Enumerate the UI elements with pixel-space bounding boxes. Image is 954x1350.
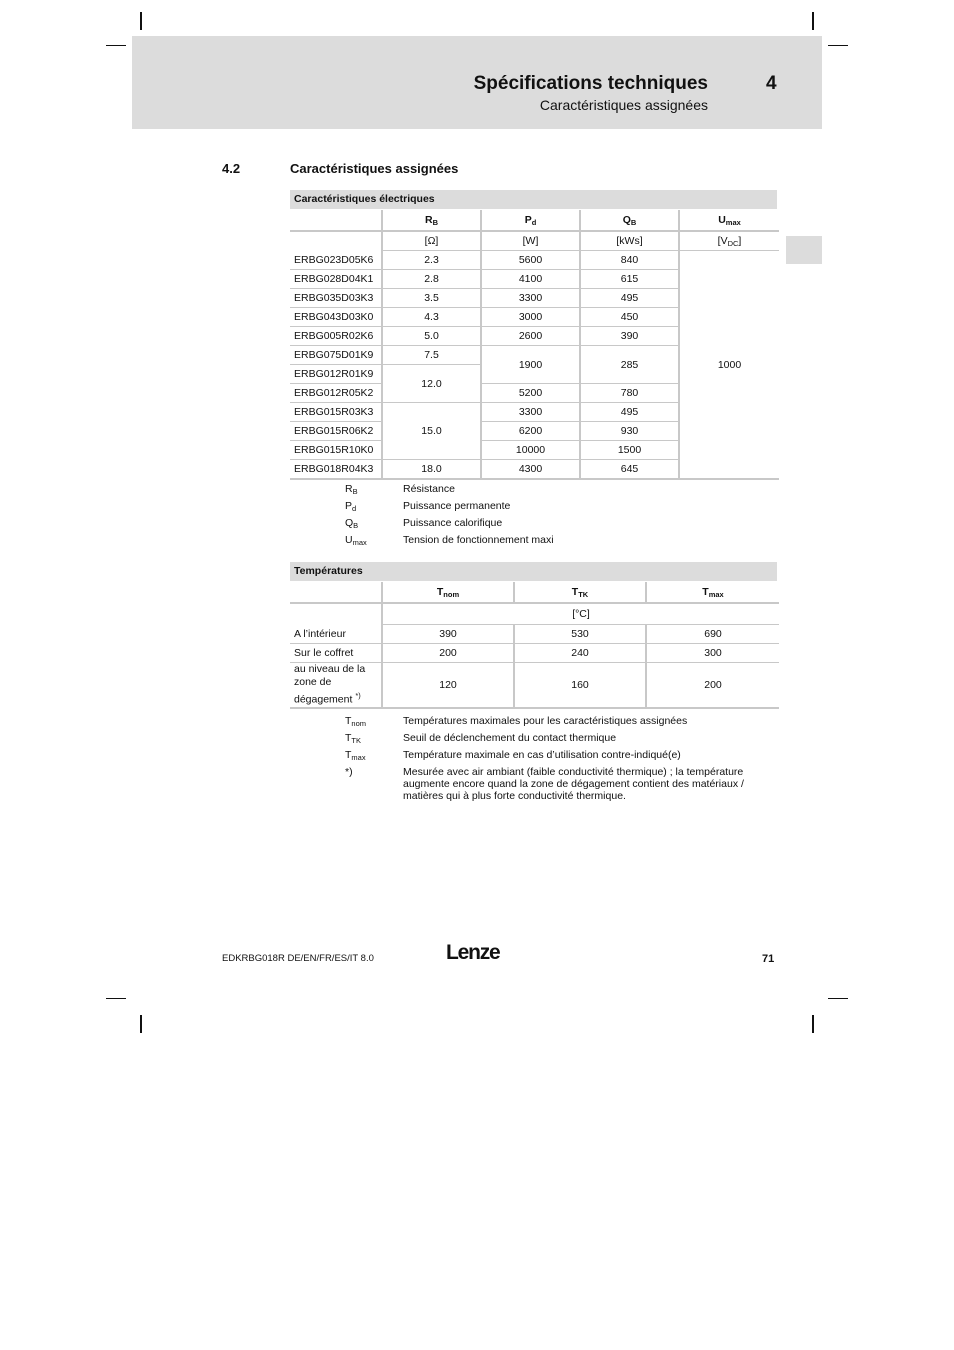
- model-cell: ERBG075D01K9: [290, 346, 382, 365]
- rb-cell: 18.0: [382, 460, 481, 480]
- rb-cell: 12.0: [382, 365, 481, 403]
- chapter-number: 4: [766, 73, 777, 94]
- crop-mark: [106, 45, 126, 46]
- unit-umax: $[V_{DC}]$: [679, 231, 779, 251]
- table-row: [290, 663, 779, 708]
- col-header-rb: $R_B$: [382, 210, 481, 231]
- qb-cell: 615: [580, 270, 679, 289]
- row-label: A l’intérieur: [290, 625, 382, 644]
- model-cell: ERBG043D03K0: [290, 308, 382, 327]
- temperatures-table-heading: Températures: [290, 562, 777, 581]
- page-header: [132, 36, 822, 129]
- pd-cell: 4300: [481, 460, 580, 480]
- qb-cell: 1500: [580, 441, 679, 460]
- value-cell: 160: [514, 663, 646, 708]
- section-title: Caractéristiques assignées: [290, 161, 459, 176]
- model-cell: ERBG028D04K1: [290, 270, 382, 289]
- lenze-logo: Lenze: [446, 941, 500, 964]
- pd-cell: 10000: [481, 441, 580, 460]
- rb-cell: 15.0: [382, 403, 481, 460]
- model-cell: ERBG018R04K3: [290, 460, 382, 480]
- chapter-subtitle: Caractéristiques assignées: [539, 97, 708, 113]
- pd-cell: 3300: [481, 403, 580, 422]
- qb-cell: 495: [580, 403, 679, 422]
- col-header-tnom: $T_{nom}$: [382, 582, 514, 603]
- pd-cell: 5600: [481, 251, 580, 270]
- unit-rb: [Ω]: [382, 231, 481, 251]
- rb-cell: 2.8: [382, 270, 481, 289]
- value-cell: 240: [514, 644, 646, 663]
- value-cell: 300: [646, 644, 779, 663]
- qb-cell: 495: [580, 289, 679, 308]
- unit-celsius: [°C]: [382, 603, 779, 625]
- crop-mark: [812, 12, 814, 30]
- rb-cell: 4.3: [382, 308, 481, 327]
- empty-cell: [290, 210, 382, 231]
- value-cell: 530: [514, 625, 646, 644]
- value-cell: 390: [382, 625, 514, 644]
- pd-cell: 3000: [481, 308, 580, 327]
- col-header-pd: $P_d$: [481, 210, 580, 231]
- value-cell: 200: [646, 663, 779, 708]
- crop-mark: [828, 998, 848, 999]
- crop-mark: [140, 1015, 142, 1033]
- value-cell: 200: [382, 644, 514, 663]
- pd-cell: 1900: [481, 346, 580, 384]
- rb-cell: 2.3: [382, 251, 481, 270]
- table-row: [290, 625, 779, 644]
- document-code: EDKRBG018R DE/EN/FR/ES/IT 8.0: [222, 953, 374, 964]
- electrical-table: [290, 210, 779, 480]
- electrical-table-heading: Caractéristiques électriques: [290, 190, 777, 209]
- col-header-ttk: $T_{TK}$: [514, 582, 646, 603]
- row-label: au niveau de la zone de dégagement *): [290, 663, 382, 708]
- pd-cell: 4100: [481, 270, 580, 289]
- rb-cell: 7.5: [382, 346, 481, 365]
- section-number: 4.2: [222, 161, 241, 176]
- col-header-tmax: $T_{max}$: [646, 582, 779, 603]
- model-cell: ERBG035D03K3: [290, 289, 382, 308]
- umax-cell: 1000: [679, 251, 779, 480]
- model-cell: ERBG015R06K2: [290, 422, 382, 441]
- model-cell: ERBG015R10K0: [290, 441, 382, 460]
- page-number: 71: [762, 953, 775, 965]
- col-header-umax: $U_{max}$: [679, 210, 779, 231]
- col-header-qb: $Q_B$: [580, 210, 679, 231]
- temperatures-table: [290, 582, 779, 709]
- rb-cell: 5.0: [382, 327, 481, 346]
- chapter-title: Spécifications techniques: [473, 73, 708, 94]
- qb-cell: 285: [580, 346, 679, 384]
- model-cell: ERBG012R05K2: [290, 384, 382, 403]
- table-row: [290, 251, 779, 270]
- model-cell: ERBG012R01K9: [290, 365, 382, 384]
- qb-cell: 930: [580, 422, 679, 441]
- pd-cell: 3300: [481, 289, 580, 308]
- crop-mark: [812, 1015, 814, 1033]
- unit-qb: [kWs]: [580, 231, 679, 251]
- rb-cell: 3.5: [382, 289, 481, 308]
- pd-cell: 5200: [481, 384, 580, 403]
- row-label: Sur le coffret: [290, 644, 382, 663]
- crop-mark: [106, 998, 126, 999]
- empty-cell: [290, 582, 382, 603]
- value-cell: 690: [646, 625, 779, 644]
- value-cell: 120: [382, 663, 514, 708]
- empty-cell: [290, 231, 382, 251]
- table-row: [290, 644, 779, 663]
- empty-cell: [290, 603, 382, 625]
- chapter-tab-marker: [786, 236, 822, 264]
- qb-cell: 450: [580, 308, 679, 327]
- pd-cell: 2600: [481, 327, 580, 346]
- model-cell: ERBG023D05K6: [290, 251, 382, 270]
- crop-mark: [828, 45, 848, 46]
- pd-cell: 6200: [481, 422, 580, 441]
- qb-cell: 780: [580, 384, 679, 403]
- model-cell: ERBG015R03K3: [290, 403, 382, 422]
- qb-cell: 840: [580, 251, 679, 270]
- crop-mark: [140, 12, 142, 30]
- qb-cell: 390: [580, 327, 679, 346]
- qb-cell: 645: [580, 460, 679, 480]
- model-cell: ERBG005R02K6: [290, 327, 382, 346]
- unit-pd: [W]: [481, 231, 580, 251]
